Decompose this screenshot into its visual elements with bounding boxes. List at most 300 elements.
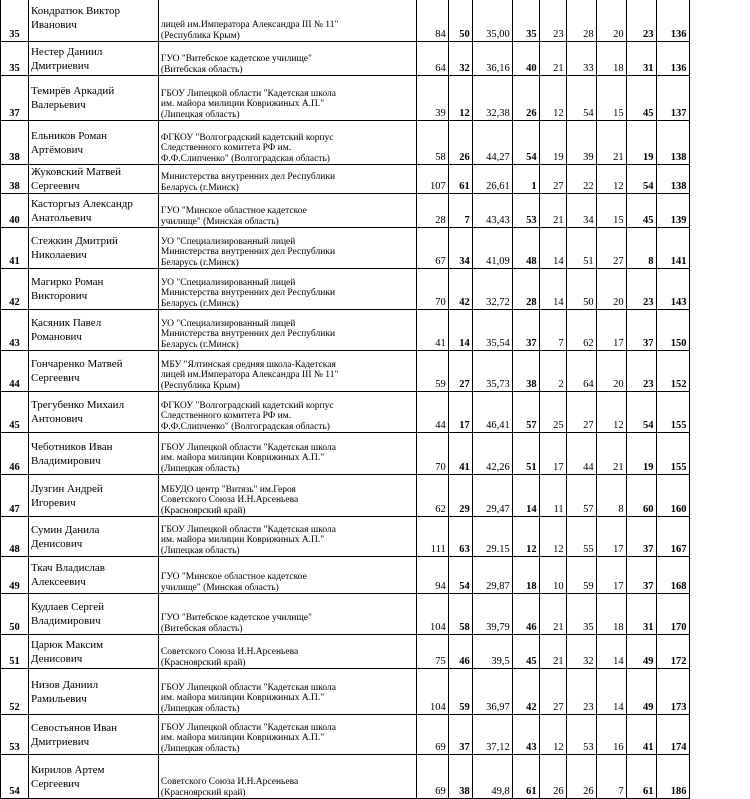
blank-cell [689,351,750,392]
blank-cell [689,269,750,310]
organization-line: Беларусь (г.Минск) [161,299,414,310]
name-cell [28,755,158,799]
name-line: Кудлаев Сергей [31,600,156,614]
blank-cell [689,228,750,269]
value-cell: 12 [596,165,626,194]
value-cell: 136 [656,42,689,76]
value-cell: 7 [596,755,626,799]
value-cell: 172 [656,635,689,669]
organization-line: Министерства внутренних дел Республики [161,247,414,258]
organization-cell [158,392,416,433]
value-cell: 20 [596,0,626,42]
name-cell [28,557,158,594]
name-cell [28,310,158,351]
name-line: Романович [31,330,156,344]
value-cell: 69 [416,715,448,755]
organization-line: ГУО "Минское областное кадетское [161,206,414,217]
value-cell: 31 [626,42,656,76]
name-line: Низов Даниил [31,678,156,692]
name-line: Кондратюк Виктор [31,4,156,18]
blank-cell [689,76,750,121]
value-cell: 35,73 [472,351,512,392]
organization-line: Ф.Ф.Слипченко" (Волгоградская область) [161,154,414,165]
value-cell: 45 [626,194,656,228]
value-cell: 21 [596,433,626,475]
organization-line: ФГКОУ "Волгоградский кадетский корпус [161,401,414,412]
blank-cell [689,310,750,351]
name-line: Владимирович [31,454,156,468]
value-cell: 37 [512,310,539,351]
value-cell: 64 [416,42,448,76]
value-cell: 49 [626,635,656,669]
table-row [1,433,750,475]
value-cell: 23 [539,0,566,42]
organization-cell [158,121,416,165]
value-cell: 50 [448,0,472,42]
blank-cell [689,433,750,475]
blank-cell [689,194,750,228]
value-cell: 28 [512,269,539,310]
organization-line: ГБОУ Липецкой области "Кадетская школа [161,89,414,100]
value-cell: 67 [416,228,448,269]
value-cell: 11 [539,475,566,517]
value-cell: 107 [416,165,448,194]
value-cell: 14 [512,475,539,517]
organization-line: им. майора милиции Коврижиных А.П." [161,535,414,546]
value-cell: 32 [448,42,472,76]
value-cell: 70 [416,433,448,475]
rank-cell: 50 [1,594,29,635]
value-cell: 26 [539,755,566,799]
value-cell: 17 [539,433,566,475]
value-cell: 36,16 [472,42,512,76]
value-cell: 12 [539,715,566,755]
value-cell: 138 [656,165,689,194]
table-row [1,594,750,635]
name-line: Артёмович [31,143,156,157]
value-cell: 32,38 [472,76,512,121]
name-line: Жуковский Матвей [31,165,156,179]
organization-cell [158,351,416,392]
name-cell [28,269,158,310]
name-line: Севостьянов Иван [31,721,156,735]
value-cell: 12 [539,517,566,557]
name-line: Николаевич [31,248,156,262]
value-cell: 7 [539,310,566,351]
value-cell: 61 [448,165,472,194]
value-cell: 186 [656,755,689,799]
organization-line: Следственного комитета РФ им. [161,143,414,154]
table-row [1,669,750,715]
organization-line: Беларусь (г.Минск) [161,340,414,351]
value-cell: 41,09 [472,228,512,269]
name-cell [28,715,158,755]
value-cell: 59 [448,669,472,715]
value-cell: 160 [656,475,689,517]
value-cell: 29 [448,475,472,517]
value-cell: 7 [448,194,472,228]
value-cell: 49 [626,669,656,715]
name-cell [28,0,158,42]
blank-cell [689,165,750,194]
table-row [1,194,750,228]
value-cell: 34 [448,228,472,269]
value-cell: 41 [448,433,472,475]
organization-line: им. майора милиции Коврижиных А.П." [161,693,414,704]
name-line: Дмитриевич [31,735,156,749]
organization-line: училище" (Минская область) [161,583,414,594]
table-row [1,755,750,799]
table-row [1,269,750,310]
value-cell: 54 [448,557,472,594]
value-cell: 8 [596,475,626,517]
name-line: Сергеевич [31,179,156,193]
blank-cell [689,517,750,557]
rank-cell: 38 [1,165,29,194]
blank-cell [689,0,750,42]
value-cell: 170 [656,594,689,635]
table-row [1,557,750,594]
value-cell: 19 [626,433,656,475]
value-cell: 59 [566,557,596,594]
value-cell: 23 [626,269,656,310]
value-cell: 44,27 [472,121,512,165]
value-cell: 25 [539,392,566,433]
name-line: Касторгыз Александр [31,197,156,211]
organization-line: МБУ "Ялтинская средняя школа-Кадетская [161,360,414,371]
name-line: Ельников Роман [31,129,156,143]
name-line: Трегубенко Михаил [31,398,156,412]
value-cell: 39,79 [472,594,512,635]
name-cell [28,42,158,76]
rank-cell: 54 [1,755,29,799]
name-line: Денисович [31,652,156,666]
value-cell: 14 [539,228,566,269]
value-cell: 69 [416,755,448,799]
name-cell [28,594,158,635]
value-cell: 38 [512,351,539,392]
organization-line: Министерства внутренних дел Республики [161,329,414,340]
organization-line: училище" (Минская область) [161,217,414,228]
value-cell: 17 [448,392,472,433]
value-cell: 14 [539,269,566,310]
name-line: Чеботников Иван [31,440,156,454]
blank-cell [689,121,750,165]
rank-cell: 48 [1,517,29,557]
blank-cell [689,635,750,669]
organization-cell [158,194,416,228]
name-cell [28,228,158,269]
value-cell: 152 [656,351,689,392]
value-cell: 15 [596,76,626,121]
organization-line: (Красноярский край) [161,658,414,669]
value-cell: 136 [656,0,689,42]
value-cell: 41 [626,715,656,755]
name-line: Алексеевич [31,575,156,589]
value-cell: 22 [566,165,596,194]
organization-cell [158,517,416,557]
rank-cell: 35 [1,42,29,76]
value-cell: 19 [626,121,656,165]
organization-line: УО "Специализированный лицей [161,319,414,330]
rank-cell: 43 [1,310,29,351]
value-cell: 37 [626,310,656,351]
value-cell: 62 [416,475,448,517]
value-cell: 173 [656,669,689,715]
value-cell: 42 [512,669,539,715]
organization-line: лицей им.Императора Александра III № 11" [161,20,414,31]
value-cell: 50 [566,269,596,310]
organization-line: Министерства внутренних дел Республики [161,288,414,299]
name-line: Нестер Даниил [31,45,156,59]
organization-line: (Липецкая область) [161,110,414,121]
organization-cell [158,165,416,194]
organization-cell [158,269,416,310]
value-cell: 18 [512,557,539,594]
rank-cell: 42 [1,269,29,310]
organization-line: ФГКОУ "Волгоградский кадетский корпус [161,133,414,144]
value-cell: 34 [566,194,596,228]
value-cell: 39,5 [472,635,512,669]
blank-cell [689,755,750,799]
value-cell: 26,61 [472,165,512,194]
organization-line: Беларусь (г.Минск) [161,183,414,194]
table-row [1,165,750,194]
rank-cell: 46 [1,433,29,475]
name-line: Сергеевич [31,777,156,791]
value-cell: 21 [539,635,566,669]
value-cell: 70 [416,269,448,310]
organization-line: (Витебская область) [161,624,414,635]
table-row [1,228,750,269]
name-cell [28,475,158,517]
name-line: Игоревич [31,496,156,510]
organization-cell [158,594,416,635]
value-cell: 42,26 [472,433,512,475]
value-cell: 111 [416,517,448,557]
value-cell: 21 [539,594,566,635]
organization-cell [158,42,416,76]
value-cell: 23 [626,351,656,392]
value-cell: 54 [512,121,539,165]
organization-line: ГУО "Витебское кадетское училище" [161,613,414,624]
value-cell: 12 [539,76,566,121]
value-cell: 29,87 [472,557,512,594]
value-cell: 21 [539,194,566,228]
value-cell: 32,72 [472,269,512,310]
value-cell: 43 [512,715,539,755]
name-line: Темирёв Аркадий [31,84,156,98]
value-cell: 139 [656,194,689,228]
table-row [1,42,750,76]
name-line: Гончаренко Матвей [31,357,156,371]
value-cell: 18 [596,594,626,635]
name-cell [28,194,158,228]
rank-cell: 51 [1,635,29,669]
name-cell [28,392,158,433]
organization-line: Беларусь (г.Минск) [161,258,414,269]
name-line: Дмитриевич [31,59,156,73]
table-row [1,351,750,392]
rank-cell: 40 [1,194,29,228]
name-cell [28,121,158,165]
value-cell: 49,8 [472,755,512,799]
name-line: Анатольевич [31,211,156,225]
organization-line: МБУДО центр "Витязь" им.Героя [161,485,414,496]
value-cell: 51 [566,228,596,269]
organization-line: ГБОУ Липецкой области "Кадетская школа [161,443,414,454]
value-cell: 45 [626,76,656,121]
value-cell: 21 [539,42,566,76]
table-row [1,715,750,755]
organization-cell [158,669,416,715]
name-cell [28,76,158,121]
value-cell: 28 [416,194,448,228]
rank-cell: 41 [1,228,29,269]
value-cell: 26 [448,121,472,165]
organization-line: (Липецкая область) [161,546,414,557]
organization-cell [158,475,416,517]
value-cell: 61 [512,755,539,799]
organization-cell [158,228,416,269]
table-row [1,635,750,669]
value-cell: 44 [416,392,448,433]
value-cell: 36,97 [472,669,512,715]
value-cell: 143 [656,269,689,310]
value-cell: 14 [596,669,626,715]
value-cell: 35 [566,594,596,635]
name-line: Ткач Владислав [31,561,156,575]
value-cell: 42 [448,269,472,310]
name-line: Владимирович [31,614,156,628]
value-cell: 48 [512,228,539,269]
value-cell: 35 [512,0,539,42]
value-cell: 1 [512,165,539,194]
value-cell: 2 [539,351,566,392]
organization-cell [158,0,416,42]
organization-line: (Витебская область) [161,65,414,76]
organization-line: ГУО "Витебское кадетское училище" [161,54,414,65]
blank-cell [689,594,750,635]
value-cell: 39 [416,76,448,121]
organization-line: (Липецкая область) [161,744,414,755]
value-cell: 37 [448,715,472,755]
value-cell: 38 [448,755,472,799]
value-cell: 37 [626,557,656,594]
value-cell: 75 [416,635,448,669]
name-line: Денисович [31,537,156,551]
value-cell: 37 [626,517,656,557]
name-line: Сергеевич [31,371,156,385]
value-cell: 55 [566,517,596,557]
organization-line: Следственного комитета РФ им. [161,411,414,422]
name-line: Царюк Максим [31,638,156,652]
name-line: Иванович [31,18,156,32]
organization-line: (Красноярский край) [161,506,414,517]
value-cell: 141 [656,228,689,269]
organization-cell [158,715,416,755]
rank-cell: 45 [1,392,29,433]
rank-cell: 44 [1,351,29,392]
value-cell: 54 [566,76,596,121]
value-cell: 20 [596,351,626,392]
value-cell: 51 [512,433,539,475]
value-cell: 27 [596,228,626,269]
organization-line: Советского Союза И.Н.Арсеньева [161,777,414,788]
value-cell: 45 [512,635,539,669]
value-cell: 84 [416,0,448,42]
rank-cell: 53 [1,715,29,755]
organization-line: ГБОУ Липецкой области "Кадетская школа [161,683,414,694]
name-cell [28,517,158,557]
value-cell: 168 [656,557,689,594]
value-cell: 35,00 [472,0,512,42]
value-cell: 27 [539,669,566,715]
organization-cell [158,755,416,799]
value-cell: 29,47 [472,475,512,517]
value-cell: 17 [596,517,626,557]
organization-cell [158,433,416,475]
value-cell: 16 [596,715,626,755]
value-cell: 37,12 [472,715,512,755]
value-cell: 40 [512,42,539,76]
value-cell: 174 [656,715,689,755]
rank-cell: 47 [1,475,29,517]
organization-line: (Липецкая область) [161,704,414,715]
organization-cell [158,557,416,594]
value-cell: 53 [566,715,596,755]
table-row [1,310,750,351]
organization-line: (Республика Крым) [161,381,414,392]
organization-line: Ф.Ф.Слипченко" (Волгоградская область) [161,422,414,433]
name-line: Лузгин Андрей [31,482,156,496]
name-cell [28,669,158,715]
value-cell: 27 [539,165,566,194]
organization-line: (Липецкая область) [161,464,414,475]
blank-cell [689,42,750,76]
blank-cell [689,715,750,755]
rank-cell: 37 [1,76,29,121]
rank-cell: 52 [1,669,29,715]
value-cell: 17 [596,310,626,351]
value-cell: 41 [416,310,448,351]
blank-cell [689,475,750,517]
value-cell: 32 [566,635,596,669]
value-cell: 8 [626,228,656,269]
name-line: Рамильевич [31,692,156,706]
value-cell: 27 [566,392,596,433]
value-cell: 54 [626,392,656,433]
value-cell: 19 [539,121,566,165]
organization-line: (Красноярский край) [161,788,414,799]
table-row [1,517,750,557]
organization-line: им. майора милиции Коврижиных А.П." [161,99,414,110]
table-row [1,76,750,121]
value-cell: 12 [596,392,626,433]
name-cell [28,635,158,669]
value-cell: 33 [566,42,596,76]
value-cell: 104 [416,594,448,635]
name-cell [28,351,158,392]
organization-line: им. майора милиции Коврижиных А.П." [161,453,414,464]
name-line: Антонович [31,412,156,426]
rank-cell: 49 [1,557,29,594]
value-cell: 150 [656,310,689,351]
organization-line: им. майора милиции Коврижиных А.П." [161,733,414,744]
name-line: Стежкин Дмитрий [31,234,156,248]
value-cell: 12 [512,517,539,557]
value-cell: 57 [566,475,596,517]
